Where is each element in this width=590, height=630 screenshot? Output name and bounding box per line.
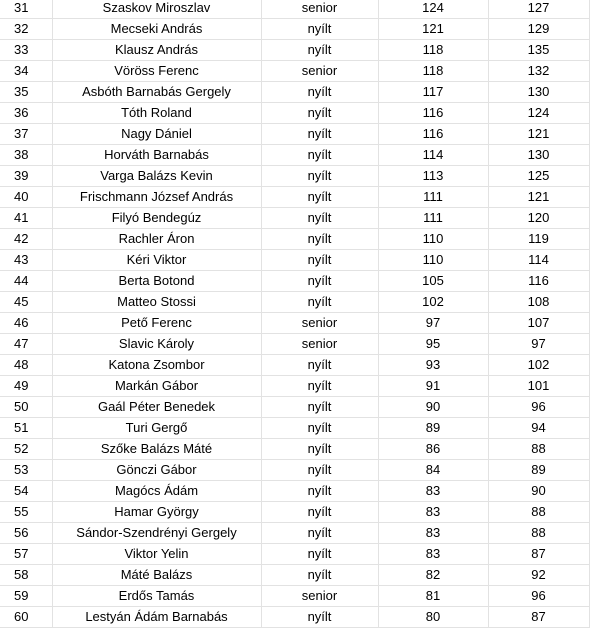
score1-cell[interactable]: 97 (378, 313, 488, 334)
name-cell[interactable]: Hamar György (52, 502, 261, 523)
score2-cell[interactable]: 87 (488, 544, 589, 565)
rank-cell[interactable]: 50 (0, 397, 52, 418)
score2-cell[interactable]: 94 (488, 418, 589, 439)
name-cell[interactable]: Varga Balázs Kevin (52, 166, 261, 187)
rank-cell[interactable]: 51 (0, 418, 52, 439)
table-row (0, 523, 589, 544)
table-row (0, 397, 589, 418)
category-cell[interactable]: nyílt (261, 208, 378, 229)
score1-cell[interactable]: 86 (378, 439, 488, 460)
score1-cell[interactable]: 93 (378, 355, 488, 376)
table-row (0, 376, 589, 397)
category-cell[interactable]: senior (261, 0, 378, 19)
score2-cell[interactable]: 130 (488, 82, 589, 103)
rank-cell[interactable]: 54 (0, 481, 52, 502)
score1-cell[interactable]: 95 (378, 334, 488, 355)
name-cell[interactable]: Rachler Áron (52, 229, 261, 250)
score2-cell[interactable]: 121 (488, 187, 589, 208)
score2-cell[interactable]: 96 (488, 586, 589, 607)
name-cell[interactable]: Vöröss Ferenc (52, 61, 261, 82)
rank-cell[interactable]: 56 (0, 523, 52, 544)
score1-cell[interactable]: 89 (378, 418, 488, 439)
category-cell[interactable]: nyílt (261, 397, 378, 418)
name-cell[interactable]: Szaskov Miroszlav (52, 0, 261, 19)
table-row (0, 103, 589, 124)
score1-cell[interactable]: 111 (378, 187, 488, 208)
name-cell[interactable]: Szőke Balázs Máté (52, 439, 261, 460)
table-row (0, 502, 589, 523)
rank-cell[interactable]: 37 (0, 124, 52, 145)
score1-cell[interactable]: 83 (378, 502, 488, 523)
name-cell[interactable]: Katona Zsombor (52, 355, 261, 376)
score2-cell[interactable]: 132 (488, 61, 589, 82)
table-row (0, 544, 589, 565)
category-cell[interactable]: nyílt (261, 271, 378, 292)
table-row (0, 292, 589, 313)
table-row (0, 61, 589, 82)
score1-cell[interactable]: 102 (378, 292, 488, 313)
score1-cell[interactable]: 121 (378, 19, 488, 40)
score2-cell[interactable]: 88 (488, 502, 589, 523)
rank-cell[interactable]: 58 (0, 565, 52, 586)
rank-cell[interactable]: 53 (0, 460, 52, 481)
rank-cell[interactable]: 36 (0, 103, 52, 124)
score1-cell[interactable]: 124 (378, 0, 488, 19)
name-cell[interactable]: Lestyán Ádám Barnabás (52, 607, 261, 628)
name-cell[interactable]: Asbóth Barnabás Gergely (52, 82, 261, 103)
score2-cell[interactable]: 90 (488, 481, 589, 502)
table-row (0, 334, 589, 355)
rank-cell[interactable]: 34 (0, 61, 52, 82)
name-cell[interactable]: Gönczi Gábor (52, 460, 261, 481)
score2-cell[interactable]: 114 (488, 250, 589, 271)
category-cell[interactable]: nyílt (261, 166, 378, 187)
name-cell[interactable]: Markán Gábor (52, 376, 261, 397)
table-row (0, 229, 589, 250)
name-cell[interactable]: Pető Ferenc (52, 313, 261, 334)
table-row (0, 418, 589, 439)
score2-cell[interactable]: 96 (488, 397, 589, 418)
name-cell[interactable]: Filyó Bendegúz (52, 208, 261, 229)
rank-cell[interactable]: 39 (0, 166, 52, 187)
score2-cell[interactable]: 102 (488, 355, 589, 376)
score2-cell[interactable]: 125 (488, 166, 589, 187)
table-row (0, 145, 589, 166)
rank-cell[interactable]: 47 (0, 334, 52, 355)
score1-cell[interactable]: 113 (378, 166, 488, 187)
score2-cell[interactable]: 88 (488, 439, 589, 460)
name-cell[interactable]: Nagy Dániel (52, 124, 261, 145)
table-row (0, 187, 589, 208)
score1-cell[interactable]: 116 (378, 103, 488, 124)
name-cell[interactable]: Matteo Stossi (52, 292, 261, 313)
rank-cell[interactable]: 57 (0, 544, 52, 565)
rank-cell[interactable]: 59 (0, 586, 52, 607)
score2-cell[interactable]: 92 (488, 565, 589, 586)
rank-cell[interactable]: 38 (0, 145, 52, 166)
category-cell[interactable]: nyílt (261, 607, 378, 628)
rank-cell[interactable]: 42 (0, 229, 52, 250)
table-row (0, 355, 589, 376)
score2-cell[interactable]: 127 (488, 0, 589, 19)
name-cell[interactable]: Turi Gergő (52, 418, 261, 439)
rank-cell[interactable]: 55 (0, 502, 52, 523)
score2-cell[interactable]: 124 (488, 103, 589, 124)
score2-cell[interactable]: 107 (488, 313, 589, 334)
category-cell[interactable]: nyílt (261, 544, 378, 565)
name-cell[interactable]: Klausz András (52, 40, 261, 61)
score2-cell[interactable]: 120 (488, 208, 589, 229)
score2-cell[interactable]: 119 (488, 229, 589, 250)
table-row (0, 82, 589, 103)
category-cell[interactable]: nyílt (261, 565, 378, 586)
score1-cell[interactable]: 111 (378, 208, 488, 229)
table-row (0, 19, 589, 40)
name-cell[interactable]: Slavic Károly (52, 334, 261, 355)
name-cell[interactable]: Horváth Barnabás (52, 145, 261, 166)
score1-cell[interactable]: 105 (378, 271, 488, 292)
rank-cell[interactable]: 43 (0, 250, 52, 271)
table-row (0, 460, 589, 481)
score2-cell[interactable]: 121 (488, 124, 589, 145)
category-cell[interactable]: nyílt (261, 439, 378, 460)
name-cell[interactable]: Máté Balázs (52, 565, 261, 586)
table-row (0, 0, 589, 19)
name-cell[interactable]: Mecseki András (52, 19, 261, 40)
category-cell[interactable]: nyílt (261, 523, 378, 544)
rank-cell[interactable]: 33 (0, 40, 52, 61)
table-row (0, 208, 589, 229)
category-cell[interactable]: nyílt (261, 40, 378, 61)
category-cell[interactable]: nyílt (261, 250, 378, 271)
score2-cell[interactable]: 108 (488, 292, 589, 313)
category-cell[interactable]: nyílt (261, 124, 378, 145)
category-cell[interactable]: senior (261, 313, 378, 334)
category-cell[interactable]: senior (261, 586, 378, 607)
rank-cell[interactable]: 60 (0, 607, 52, 628)
score1-cell[interactable]: 80 (378, 607, 488, 628)
score1-cell[interactable]: 81 (378, 586, 488, 607)
name-cell[interactable]: Viktor Yelin (52, 544, 261, 565)
category-cell[interactable]: nyílt (261, 355, 378, 376)
score2-cell[interactable]: 89 (488, 460, 589, 481)
score1-cell[interactable]: 83 (378, 544, 488, 565)
table-row (0, 124, 589, 145)
category-cell[interactable]: nyílt (261, 460, 378, 481)
category-cell[interactable]: nyílt (261, 292, 378, 313)
score2-cell[interactable]: 101 (488, 376, 589, 397)
name-cell[interactable]: Kéri Viktor (52, 250, 261, 271)
score1-cell[interactable]: 110 (378, 229, 488, 250)
score2-cell[interactable]: 130 (488, 145, 589, 166)
rank-cell[interactable]: 35 (0, 82, 52, 103)
score2-cell[interactable]: 129 (488, 19, 589, 40)
score1-cell[interactable]: 83 (378, 523, 488, 544)
score2-cell[interactable]: 87 (488, 607, 589, 628)
score1-cell[interactable]: 117 (378, 82, 488, 103)
category-cell[interactable]: nyílt (261, 418, 378, 439)
table-row (0, 271, 589, 292)
rank-cell[interactable]: 46 (0, 313, 52, 334)
table-row (0, 166, 589, 187)
score1-cell[interactable]: 82 (378, 565, 488, 586)
category-cell[interactable]: nyílt (261, 145, 378, 166)
category-cell[interactable]: senior (261, 61, 378, 82)
table-row (0, 250, 589, 271)
category-cell[interactable]: nyílt (261, 502, 378, 523)
score2-cell[interactable]: 88 (488, 523, 589, 544)
score1-cell[interactable]: 91 (378, 376, 488, 397)
score1-cell[interactable]: 114 (378, 145, 488, 166)
name-cell[interactable]: Erdős Tamás (52, 586, 261, 607)
rank-cell[interactable]: 41 (0, 208, 52, 229)
rank-cell[interactable]: 52 (0, 439, 52, 460)
table-row (0, 439, 589, 460)
rank-cell[interactable]: 49 (0, 376, 52, 397)
table-row (0, 607, 589, 628)
category-cell[interactable]: nyílt (261, 82, 378, 103)
score1-cell[interactable]: 116 (378, 124, 488, 145)
rank-cell[interactable]: 48 (0, 355, 52, 376)
category-cell[interactable]: senior (261, 334, 378, 355)
category-cell[interactable]: nyílt (261, 481, 378, 502)
score2-cell[interactable]: 97 (488, 334, 589, 355)
table-row (0, 313, 589, 334)
rank-cell[interactable]: 31 (0, 0, 52, 19)
score1-cell[interactable]: 83 (378, 481, 488, 502)
rank-cell[interactable]: 40 (0, 187, 52, 208)
name-cell[interactable]: Frischmann József András (52, 187, 261, 208)
category-cell[interactable]: nyílt (261, 376, 378, 397)
score1-cell[interactable]: 118 (378, 40, 488, 61)
score2-cell[interactable]: 135 (488, 40, 589, 61)
table-row (0, 565, 589, 586)
name-cell[interactable]: Tóth Roland (52, 103, 261, 124)
name-cell[interactable]: Sándor-Szendrényi Gergely (52, 523, 261, 544)
score1-cell[interactable]: 110 (378, 250, 488, 271)
score1-cell[interactable]: 84 (378, 460, 488, 481)
name-cell[interactable]: Magócs Ádám (52, 481, 261, 502)
category-cell[interactable]: nyílt (261, 19, 378, 40)
category-cell[interactable]: nyílt (261, 229, 378, 250)
table-row (0, 40, 589, 61)
score2-cell[interactable]: 116 (488, 271, 589, 292)
name-cell[interactable]: Gaál Péter Benedek (52, 397, 261, 418)
category-cell[interactable]: nyílt (261, 103, 378, 124)
name-cell[interactable]: Berta Botond (52, 271, 261, 292)
score1-cell[interactable]: 118 (378, 61, 488, 82)
category-cell[interactable]: nyílt (261, 187, 378, 208)
rank-cell[interactable]: 32 (0, 19, 52, 40)
rank-cell[interactable]: 45 (0, 292, 52, 313)
rank-cell[interactable]: 44 (0, 271, 52, 292)
table-row (0, 586, 589, 607)
score1-cell[interactable]: 90 (378, 397, 488, 418)
table-row (0, 481, 589, 502)
